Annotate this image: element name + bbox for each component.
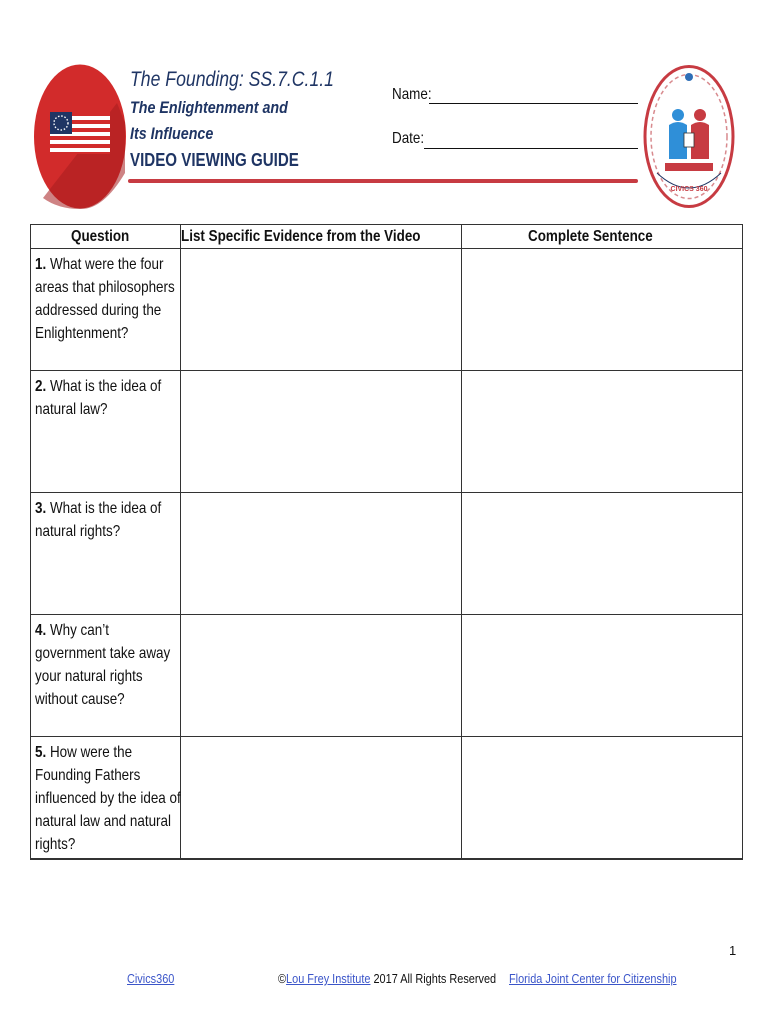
evidence-answer-cell[interactable] bbox=[181, 249, 462, 371]
question-text: 2. What is the idea of natural law? bbox=[35, 378, 162, 418]
us-flag-icon bbox=[50, 112, 110, 154]
flag-circle-logo bbox=[33, 63, 127, 210]
lesson-title-line2: Its Influence bbox=[130, 124, 214, 143]
civics360-link[interactable]: Civics360 bbox=[127, 971, 175, 986]
table-row bbox=[31, 615, 743, 737]
question-text: 5. How were the Founding Fathers influenced by the idea of natural law and natural rights? bbox=[35, 744, 181, 853]
footer-center bbox=[278, 971, 538, 986]
table-row bbox=[31, 249, 743, 371]
sentence-answer-cell[interactable] bbox=[462, 371, 743, 493]
lou-frey-institute-link[interactable]: Lou Frey Institute bbox=[286, 971, 371, 986]
sentence-answer-cell[interactable] bbox=[462, 493, 743, 615]
question-cell bbox=[31, 493, 181, 615]
page-number: 1 bbox=[729, 943, 737, 958]
evidence-answer-cell[interactable] bbox=[181, 615, 462, 737]
question-cell bbox=[31, 737, 181, 860]
copyright-symbol: © bbox=[278, 971, 287, 986]
sentence-answer-cell[interactable] bbox=[462, 249, 743, 371]
question-cell bbox=[31, 249, 181, 371]
header-divider bbox=[128, 179, 638, 183]
header-evidence: List Specific Evidence from the Video bbox=[181, 225, 462, 249]
sentence-answer-cell[interactable] bbox=[462, 737, 743, 860]
evidence-answer-cell[interactable] bbox=[181, 737, 462, 860]
question-text: 3. What is the idea of natural rights? bbox=[35, 500, 162, 540]
table-row bbox=[31, 371, 743, 493]
evidence-answer-cell[interactable] bbox=[181, 493, 462, 615]
table-header-row bbox=[31, 225, 743, 249]
table-row bbox=[31, 493, 743, 615]
date-label: Date: bbox=[392, 130, 425, 147]
fjcc-link[interactable]: Florida Joint Center for Citizenship bbox=[509, 971, 677, 986]
header-sentence: Complete Sentence bbox=[462, 225, 743, 249]
question-cell bbox=[31, 371, 181, 493]
guide-title: VIDEO VIEWING GUIDE bbox=[130, 150, 299, 170]
name-label: Name: bbox=[392, 86, 432, 103]
question-cell bbox=[31, 615, 181, 737]
question-text: 1. What were the four areas that philosophers addressed during the Enlightenment? bbox=[35, 256, 175, 342]
footer-right bbox=[509, 971, 708, 986]
seal-text: CIVICS 360 bbox=[670, 186, 708, 193]
sentence-answer-cell[interactable] bbox=[462, 615, 743, 737]
viewing-guide-table bbox=[30, 224, 743, 860]
footer-left bbox=[127, 971, 183, 986]
name-field[interactable] bbox=[429, 103, 638, 104]
evidence-answer-cell[interactable] bbox=[181, 371, 462, 493]
table-row bbox=[31, 737, 743, 860]
header-question: Question bbox=[31, 225, 181, 249]
lesson-title-line1: The Enlightenment and bbox=[130, 98, 288, 117]
question-text: 4. Why can’t government take away your natural rights without cause? bbox=[35, 622, 171, 708]
civics360-seal-logo bbox=[643, 63, 735, 210]
date-field[interactable] bbox=[424, 148, 638, 149]
rights-text: 2017 All Rights Reserved bbox=[370, 971, 497, 986]
standard-title: The Founding: SS.7.C.1.1 bbox=[130, 68, 334, 91]
